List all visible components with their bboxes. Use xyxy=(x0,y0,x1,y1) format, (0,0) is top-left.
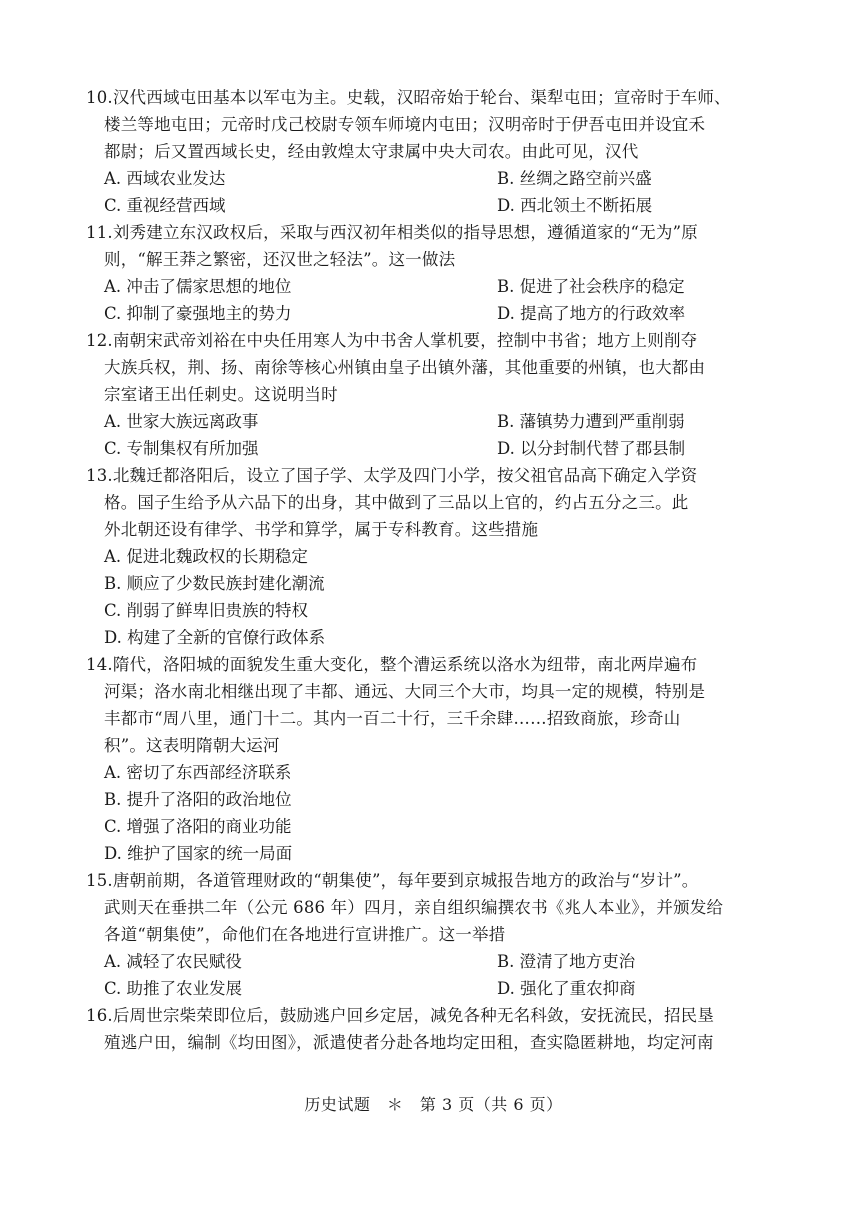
q12-option-c: C. 专制集权有所加强 xyxy=(104,439,259,458)
page-footer: 历史试题 ＊ 第 3 页（共 6 页） xyxy=(304,1095,563,1114)
q10-line-3: 都尉；后又置西域长史，经由敦煌太守隶属中央大司农。由此可见，汉代 xyxy=(104,142,639,161)
q12-option-d: D. 以分封制代替了郡县制 xyxy=(497,439,686,458)
q15-option-d: D. 强化了重农抑商 xyxy=(497,979,636,998)
q10-line-1: 10.汉代西域屯田基本以军屯为主。史载，汉昭帝始于轮台、渠犁屯田；宣帝时于车师、 xyxy=(86,88,731,107)
q11-line-1: 11.刘秀建立东汉政权后，采取与西汉初年相类似的指导思想，遵循道家的“无为”原 xyxy=(86,223,698,242)
q15-line-1: 15.唐朝前期，各道管理财政的“朝集使”，每年要到京城报告地方的政治与“岁计”。 xyxy=(86,871,699,890)
q12-line-1: 12.南朝宋武帝刘裕在中央任用寒人为中书舍人掌机要，控制中书省；地方上则削夺 xyxy=(86,331,698,350)
q16-line-1: 16.后周世宗柴荣即位后，鼓励逃户回乡定居，减免各种无名科敛，安抚流民，招民垦 xyxy=(86,1006,715,1025)
q14-option-a: A. 密切了东西部经济联系 xyxy=(104,763,292,782)
q13-option-c: C. 削弱了鲜卑旧贵族的特权 xyxy=(104,601,309,620)
q12-line-3: 宗室诸王出任刺史。这说明当时 xyxy=(104,385,338,404)
q15-option-b: B. 澄清了地方吏治 xyxy=(497,952,636,971)
q14-line-1: 14.隋代，洛阳城的面貌发生重大变化，整个漕运系统以洛水为纽带，南北两岸遍布 xyxy=(86,655,698,674)
q13-option-b: B. 顺应了少数民族封建化潮流 xyxy=(104,574,325,593)
q16-line-2: 殖逃户田，编制《均田图》，派遣使者分赴各地均定田租，查实隐匿耕地，均定河南 xyxy=(104,1033,714,1052)
q10-option-b: B. 丝绸之路空前兴盛 xyxy=(497,169,652,188)
q12-option-a: A. 世家大族远离政事 xyxy=(104,412,259,431)
q15-option-a: A. 减轻了农民赋役 xyxy=(104,952,242,971)
q13-option-a: A. 促进北魏政权的长期稳定 xyxy=(104,547,308,566)
q11-option-b: B. 促进了社会秩序的稳定 xyxy=(497,277,685,296)
q10-option-a: A. 西域农业发达 xyxy=(104,169,226,188)
q14-line-2: 河渠；洛水南北相继出现了丰都、通远、大同三个大市，均具一定的规模，特别是 xyxy=(104,682,706,701)
q11-option-d: D. 提高了地方的行政效率 xyxy=(497,304,686,323)
q10-line-2: 楼兰等地屯田；元帝时戊己校尉专领车师境内屯田；汉明帝时于伊吾屯田并设宜禾 xyxy=(104,115,706,134)
q14-option-d: D. 维护了国家的统一局面 xyxy=(104,844,293,863)
q11-option-a: A. 冲击了儒家思想的地位 xyxy=(104,277,292,296)
q14-option-c: C. 增强了洛阳的商业功能 xyxy=(104,817,292,836)
q15-option-c: C. 助推了农业发展 xyxy=(104,979,243,998)
q10-option-d: D. 西北领土不断拓展 xyxy=(497,196,653,215)
q13-line-1: 13.北魏迁都洛阳后，设立了国子学、太学及四门小学，按父祖官品高下确定入学资 xyxy=(86,466,698,485)
q13-option-d: D. 构建了全新的官僚行政体系 xyxy=(104,628,326,647)
q11-option-c: C. 抑制了豪强地主的势力 xyxy=(104,304,292,323)
q13-line-3: 外北朝还设有律学、书学和算学，属于专科教育。这些措施 xyxy=(104,520,539,539)
q14-line-3: 丰都市“周八里，通门十二。其内一百二十行，三千余肆……招致商旅，珍奇山 xyxy=(104,709,681,728)
q12-option-b: B. 藩镇势力遭到严重削弱 xyxy=(497,412,685,431)
q13-line-2: 格。国子生给予从六品下的出身，其中做到了三品以上官的，约占五分之三。此 xyxy=(104,493,689,512)
q12-line-2: 大族兵权，荆、扬、南徐等核心州镇由皇子出镇外藩，其他重要的州镇，也大都由 xyxy=(104,358,706,377)
q10-option-c: C. 重视经营西域 xyxy=(104,196,226,215)
q14-option-b: B. 提升了洛阳的政治地位 xyxy=(104,790,292,809)
q15-line-2: 武则天在垂拱二年（公元 686 年）四月，亲自组织编撰农书《兆人本业》，并颁发给 xyxy=(104,898,724,917)
q14-line-4: 积”。这表明隋朝大运河 xyxy=(104,736,280,755)
q11-line-2: 则，“解王莽之繁密，还汉世之轻法”。这一做法 xyxy=(104,250,456,269)
q15-line-3: 各道“朝集使”，命他们在各地进行宣讲推广。这一举措 xyxy=(104,925,506,944)
